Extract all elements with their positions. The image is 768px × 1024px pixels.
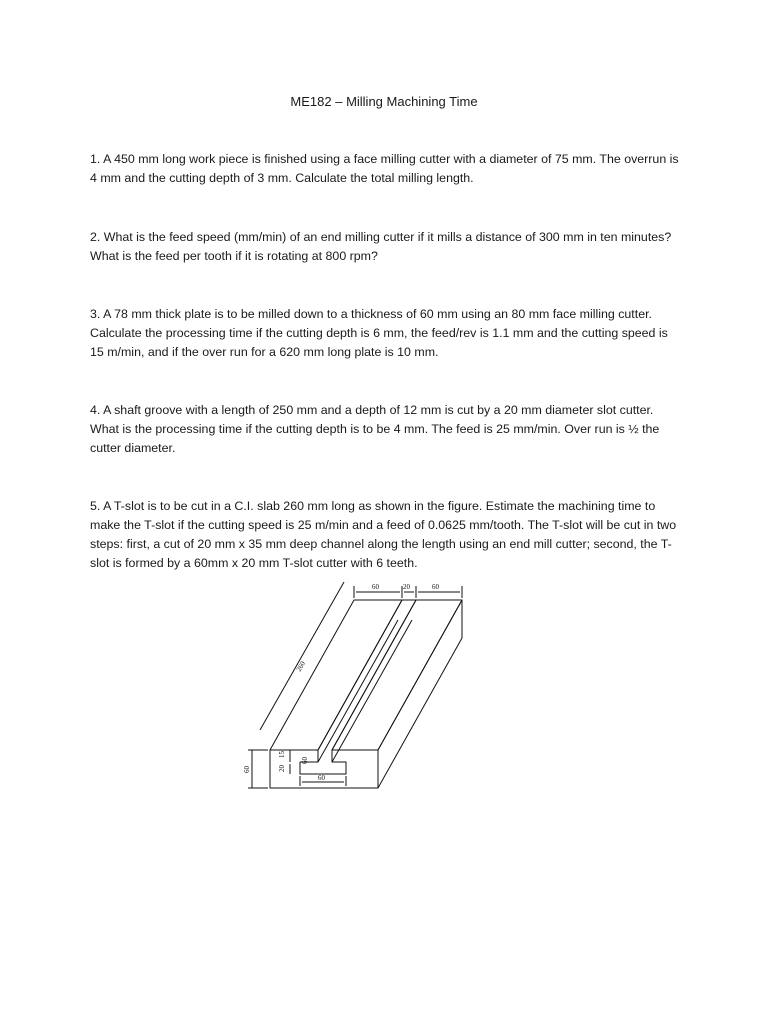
dim-slot-width: 60 [318, 774, 325, 782]
dim-top-right: 60 [432, 583, 439, 591]
length-dimension-line [260, 582, 344, 730]
dim-top-mid: 20 [403, 583, 410, 591]
channel-right-wall [332, 600, 416, 750]
channel-left-wall [318, 600, 402, 750]
dim-top-left: 60 [372, 583, 379, 591]
top-left-face [270, 600, 402, 750]
height-dimension-line [248, 750, 268, 788]
dim-length: 260 [294, 659, 307, 673]
dim-height: 60 [243, 766, 251, 773]
question-4: 4. A shaft groove with a length of 250 mm and a depth of 12 mm is cut by a 20 mm diameter slot cutter. What is the processing time if the cutting depth is to be 4 mm. The feed is 25 mm/min. Over run is ½ the cutter diameter. [90, 403, 660, 455]
question-2: 2. What is the feed speed (mm/min) of an end milling cutter if it mills a distance of 300 mm in ten minutes? What is the feed per tooth if it is rotating at 800 rpm? [90, 230, 672, 263]
question-3: 3. A 78 mm thick plate is to be milled down to a thickness of 60 mm using an 80 mm face milling cutter. Calculate the processing time if the cutting depth is 6 mm, the feed/rev is 1.1 mm and the cutting speed is 15 m/min, and if the over run for a 620 mm long plate is 10 mm. [90, 307, 668, 359]
t-slot-drawing [240, 580, 500, 800]
t-slot-figure [240, 580, 500, 800]
dim-slot-mid: 15 [278, 751, 286, 758]
channel-inner-left [318, 620, 398, 762]
dim-slot-depth: 60 [301, 757, 309, 764]
channel-inner-right [332, 620, 412, 762]
right-side-face [378, 600, 462, 788]
page-title: ME182 – Milling Machining Time [290, 94, 478, 109]
question-5: 5. A T-slot is to be cut in a C.I. slab 260 mm long as shown in the figure. Estimate the machining time to make the T-slot if the cutting speed is 25 m/min and a feed of 0.0625 mm/tooth. The T-slot will be cut in two steps: first, a cut of 20 mm x 35 mm deep channel along the length using an end mill cutter; second, the T-slot is formed by a 60mm x 20 mm T-slot cutter with 6 teeth. [90, 499, 677, 570]
question-1: 1. A 450 mm long work piece is finished using a face milling cutter with a diameter of 75 mm. The overrun is 4 mm and the cutting depth of 3 mm. Calculate the total milling length. [90, 152, 679, 185]
dim-slot-top: 20 [278, 765, 286, 772]
